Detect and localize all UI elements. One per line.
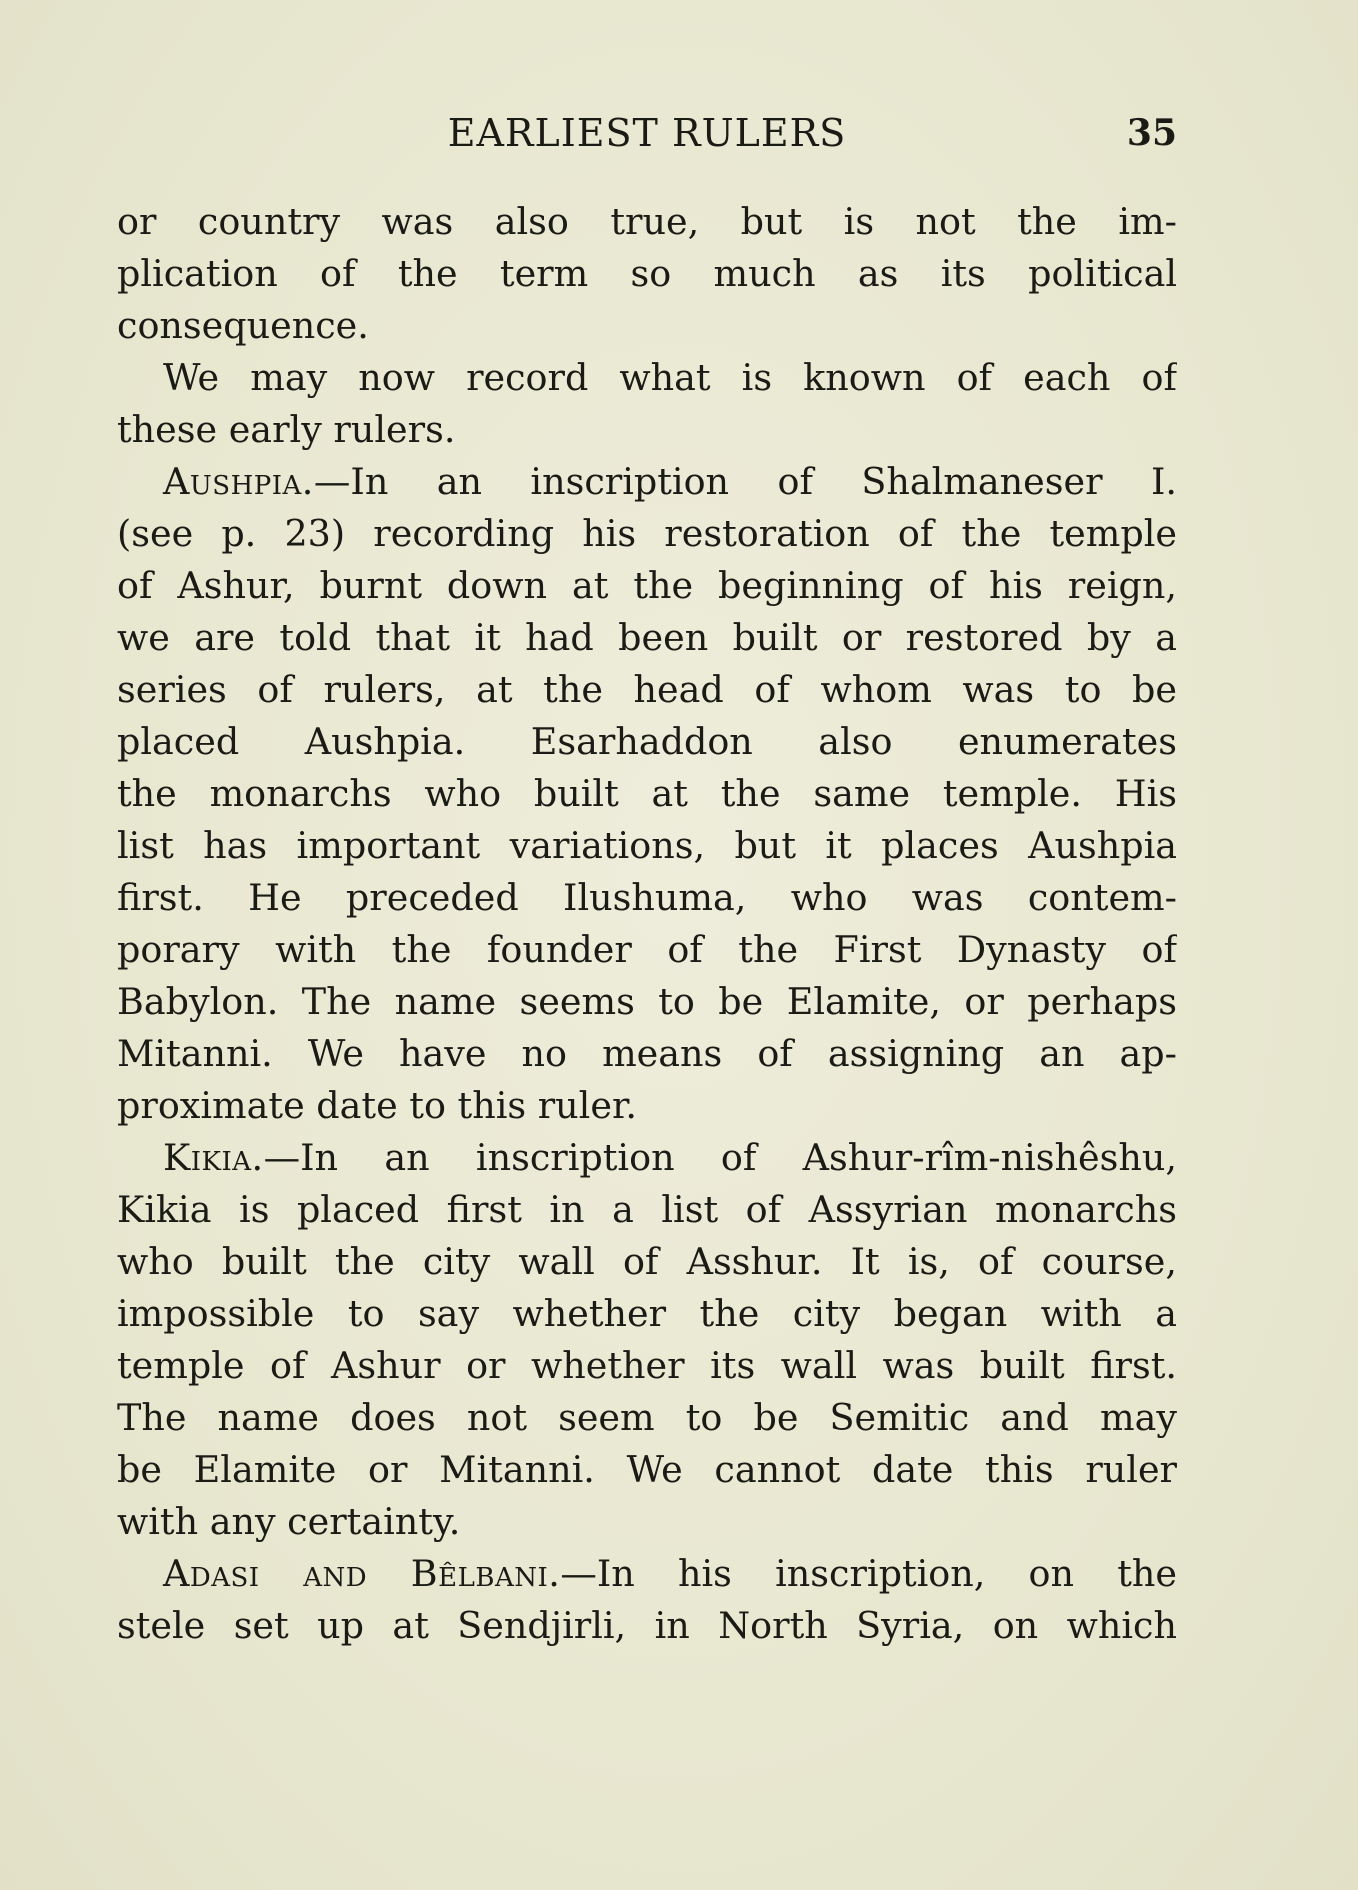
text-line: proximate date to this ruler. <box>117 1084 637 1127</box>
running-title: EARLIEST RULERS <box>447 111 847 155</box>
text-line: (see p. 23) recording his restoration of the temple <box>117 512 1177 555</box>
section-heading-line: Adasi and Bêlbani.—In his inscription, on the <box>163 1552 1177 1595</box>
text-line: placed Aushpia. Esarhaddon also enumerates <box>117 720 1177 763</box>
text-line: Kikia is placed first in a list of Assyrian monarchs <box>117 1188 1177 1231</box>
section-heading-line: Kikia.—In an inscription of Ashur-rîm-nishêshu, <box>163 1136 1177 1179</box>
section-heading-line: Aushpia.—In an inscription of Shalmaneser I. <box>163 460 1177 503</box>
text-line: list has important variations, but it places Aushpia <box>117 824 1177 867</box>
text-line: We may now record what is known of each of <box>163 356 1177 399</box>
section-heading: Aushpia. <box>163 460 314 503</box>
text-line: or country was also true, but is not the im- <box>117 200 1177 243</box>
text-line: consequence. <box>117 304 369 347</box>
text-line: first. He preceded Ilushuma, who was contem- <box>117 876 1177 919</box>
text-line: Babylon. The name seems to be Elamite, or perhaps <box>117 980 1177 1023</box>
text-line: temple of Ashur or whether its wall was built first. <box>117 1344 1177 1387</box>
text-line: who built the city wall of Asshur. It is, of course, <box>117 1240 1177 1283</box>
text-line: porary with the founder of the First Dynasty of <box>117 928 1177 971</box>
text-line: stele set up at Sendjirli, in North Syria, on which <box>117 1604 1177 1647</box>
text-line: we are told that it had been built or restored by a <box>117 616 1177 659</box>
text-line: series of rulers, at the head of whom was to be <box>117 668 1177 711</box>
section-heading: Kikia. <box>163 1136 264 1179</box>
text-line: plication of the term so much as its political <box>117 252 1177 295</box>
text-line: with any certainty. <box>117 1500 461 1543</box>
text-line: of Ashur, burnt down at the beginning of his reign, <box>117 564 1177 607</box>
text-line: these early rulers. <box>117 408 456 451</box>
text-line: The name does not seem to be Semitic and may <box>117 1396 1177 1439</box>
page-number: 35 <box>1126 112 1177 154</box>
body-text <box>117 196 1177 1652</box>
section-heading: Adasi and Bêlbani. <box>163 1552 561 1595</box>
running-head <box>117 108 1177 158</box>
text-line: be Elamite or Mitanni. We cannot date this ruler <box>117 1448 1177 1491</box>
text-line: Mitanni. We have no means of assigning an ap- <box>117 1032 1177 1075</box>
text-line: the monarchs who built at the same temple. His <box>117 772 1177 815</box>
text-line: impossible to say whether the city began with a <box>117 1292 1177 1335</box>
